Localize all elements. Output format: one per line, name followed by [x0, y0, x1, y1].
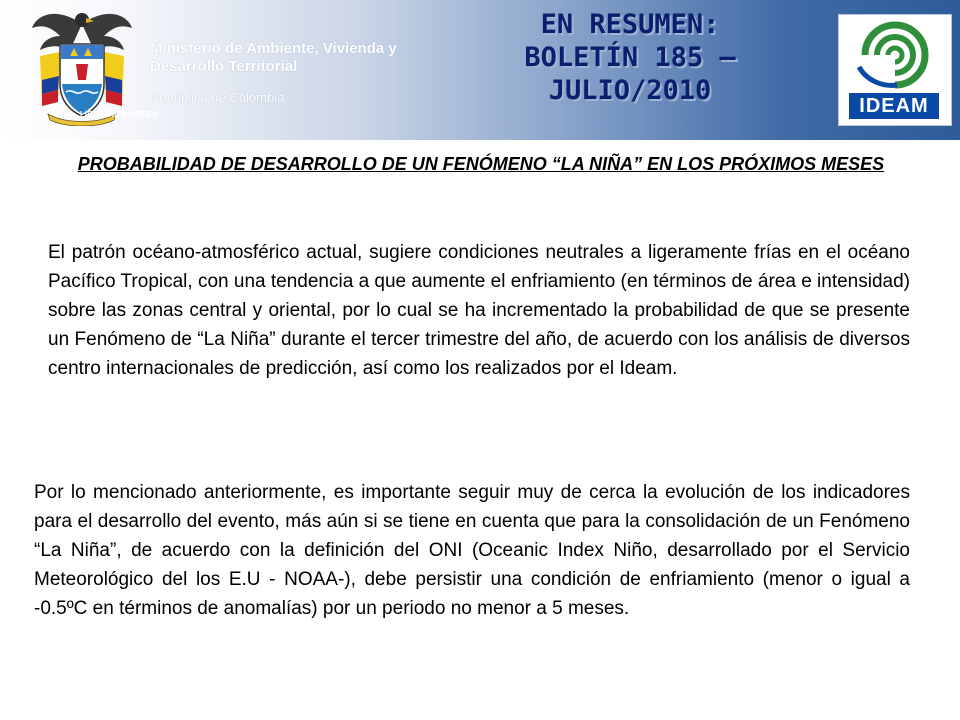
section-heading: PROBABILIDAD DE DESARROLLO DE UN FENÓMENO “LA NIÑA” EN LOS PRÓXIMOS MESES: [77, 154, 885, 174]
ministry-name: Ministerio de Ambiente, Vivienda y Desarrollo Territorial: [150, 40, 397, 75]
ideam-logo: [838, 14, 952, 126]
title-line-1: EN RESUMEN:: [540, 9, 720, 40]
paragraph-1: El patrón océano-atmosférico actual, sugiere condiciones neutrales a ligeramente frías en el océano Pacífico Tropical, con una tendencia a que aumente el enfriamiento (en términos de área e intensidad) sobre las zonas central y oriental, por lo cual se ha incrementado la probabilidad de que se presente un Fenómeno de “La Niña” durante el tercer trimestre del año, de acuerdo con los análisis de diversos centro internacionales de predicción, así como los realizados por el Ideam.: [48, 242, 910, 379]
ideam-swirl-icon: [839, 15, 951, 95]
header-banner: [0, 0, 960, 140]
paragraph-2: Por lo mencionado anteriormente, es importante seguir muy de cerca la evolución de los indicadores para el desarrollo del evento, más aún si se tiene en cuenta que para la consolidación de un Fenómeno “La Niña”, de acuerdo con la definición del ONI (Oceanic Index Niño, desarrollado por el Servicio Meteorológico del los E.U - NOAA-), debe persistir una condición de enfriamiento (menor o igual a -0.5ºC en términos de anomalías) por un periodo no menor a 5 meses.: [34, 482, 910, 619]
motto-text: LIBERTAD Y ORDEN: [80, 110, 159, 119]
colombia-coat-of-arms-icon: [30, 6, 134, 126]
title-line-3: JULIO/2010: [548, 75, 712, 106]
title-line-2: BOLETÍN 185 –: [524, 42, 736, 73]
ideam-logo-text: IDEAM: [849, 93, 939, 119]
page-title: [470, 8, 790, 107]
republic-name: República de Colombia: [150, 90, 285, 105]
